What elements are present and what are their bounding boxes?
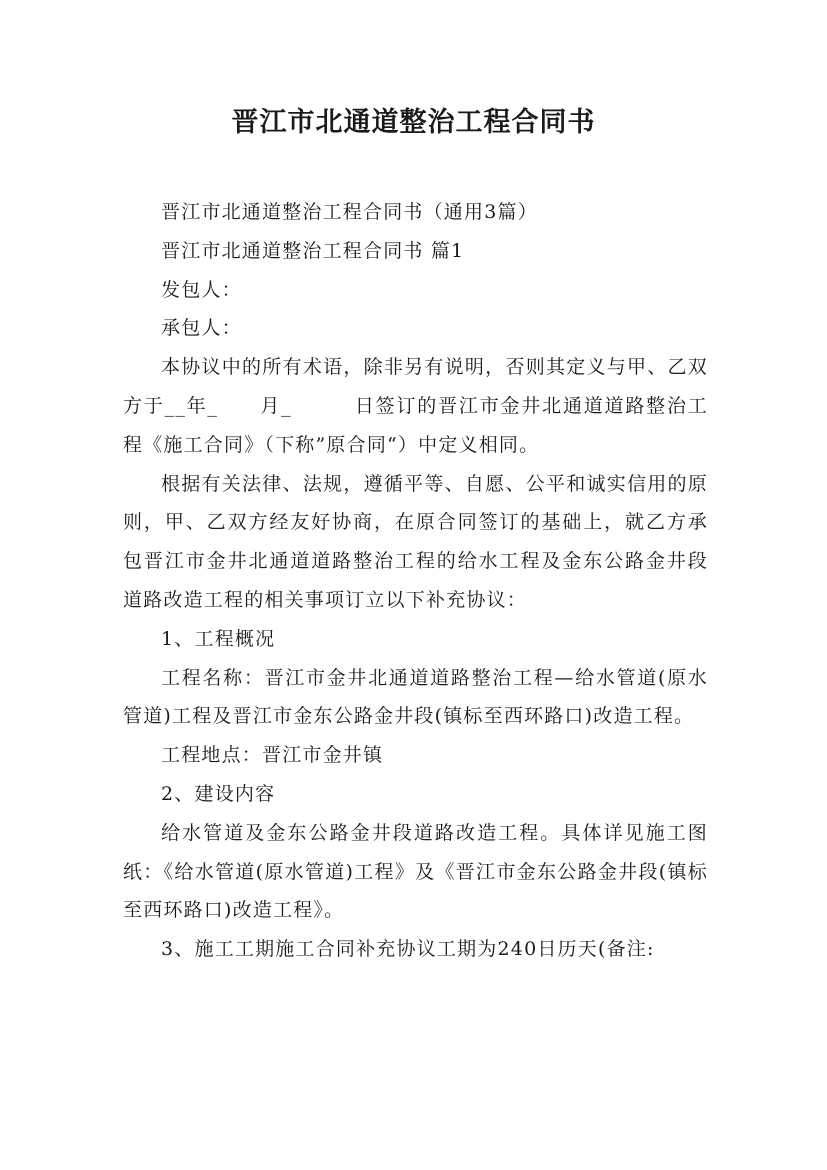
paragraph-scope-heading: 2、建设内容 bbox=[161, 782, 276, 805]
paragraph-section-heading: 晋江市北通道整治工程合同书 篇1 bbox=[161, 239, 465, 262]
paragraph-schedule: 3、施工工期施工合同补充协议工期为240日历天(备注: bbox=[161, 938, 655, 961]
paragraph-basis: 根据有关法律、法规，遵循平等、自愿、公平和诚实信用的原则，甲、乙双方经友好协商，在原合同签订的基础上，就乙方承包晋江市金井北通道道路整治工程的给水工程及金东公路金井段道路改造工程的相关事项订立以下补充协议： bbox=[123, 472, 708, 611]
paragraph-terms: 本协议中的所有术语，除非另有说明，否则其定义与甲、乙双方于__年_ 月_ 日签订的晋江市金井北通道道路整治工程《施工合同》（下称”原合同“）中定义相同。 bbox=[123, 356, 708, 456]
paragraph-contractor: 承包人： bbox=[161, 317, 242, 340]
document-title: 晋江市北通道整治工程合同书 bbox=[231, 107, 596, 138]
paragraph-overview-heading: 1、工程概况 bbox=[161, 627, 276, 650]
paragraph-project-location: 工程地点：晋江市金井镇 bbox=[161, 744, 384, 767]
paragraph-project-name: 工程名称：晋江市金井北通道道路整治工程—给水管道(原水管道)工程及晋江市金东公路金井段(镇标至西环路口)改造工程。 bbox=[123, 666, 708, 728]
paragraph-subtitle: 晋江市北通道整治工程合同书（通用3篇） bbox=[161, 201, 538, 223]
document-body bbox=[123, 193, 708, 969]
paragraph-scope-detail: 给水管道及金东公路金井段道路改造工程。具体详见施工图纸：《给水管道(原水管道)工程》及《晋江市金东公路金井段(镇标至西环路口)改造工程》。 bbox=[123, 821, 708, 922]
paragraph-employer: 发包人： bbox=[161, 278, 242, 301]
